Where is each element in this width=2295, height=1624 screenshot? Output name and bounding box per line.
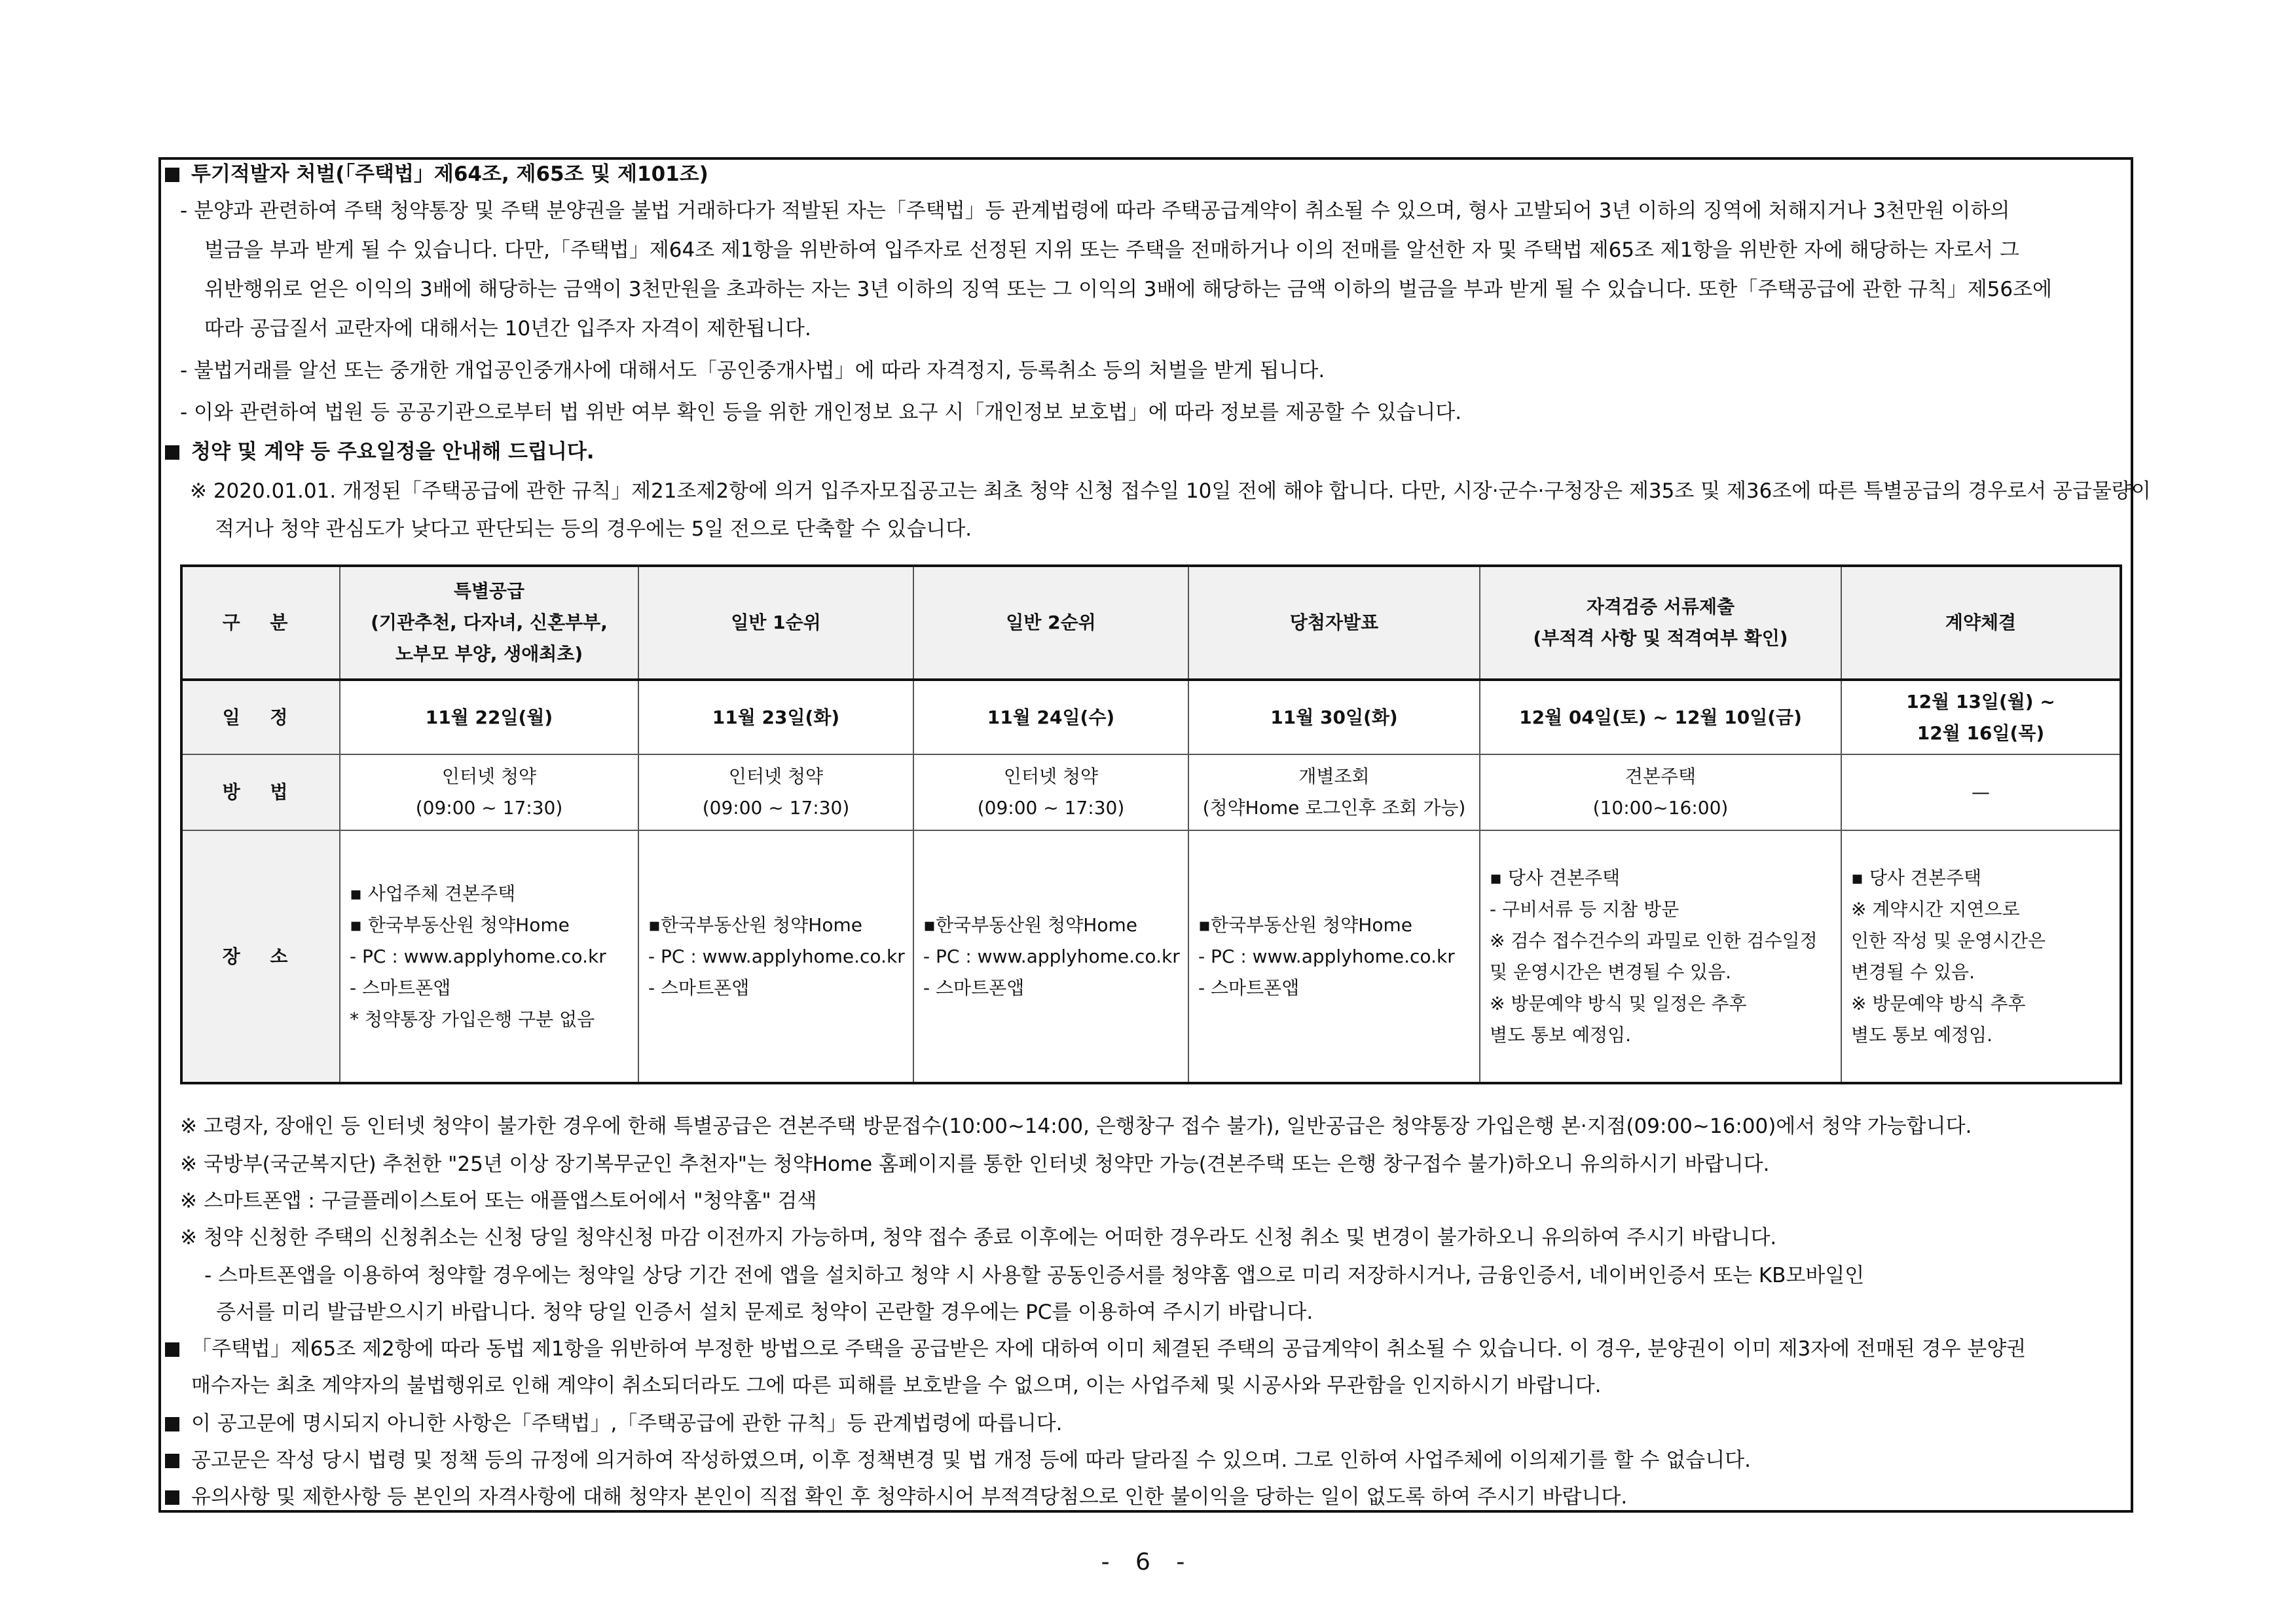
header-special: 특별공급 (기관추천, 다자녀, 신혼부부, 노부모 부양, 생애최초) [340,566,638,680]
speculation-heading: 투기적발자 처벌(「주택법」제64조, 제65조 및 제101조) [165,161,708,187]
bullet-item: 「주택법」제65조 제2항에 따라 동법 제1항을 위반하여 부정한 방법으로 주택을 공급받은 자에 대하여 이미 체결된 주택의 공급계약이 취소될 수 있습니다. 이 경우, 분양권이 이미 제3자에 전매된 경우 분양권 [165,1336,2026,1362]
method-docs: 견본주택 (10:00~16:00) [1480,754,1841,830]
table-row-place [181,830,2121,1083]
square-bullet-icon [165,1454,179,1468]
date-docs: 12월 04일(토) ~ 12월 10일(금) [1480,680,1841,754]
header-docs: 자격검증 서류제출 (부적격 사항 및 적격여부 확인) [1480,566,1841,680]
method-contract: — [1841,754,2121,830]
bullet-item: 유의사항 및 제한사항 등 본인의 자격사항에 대해 청약자 본인이 직접 확인 후 청약하시어 부적격당첨으로 인한 불이익을 당하는 일이 없도록 하여 주시기 바랍니다. [165,1484,1627,1510]
place-winner: ▪한국부동산원 청약Home - PC : www.applyhome.co.kr - 스마트폰앱 [1188,830,1480,1083]
schedule-heading: 청약 및 계약 등 주요일정을 안내해 드립니다. [165,439,595,465]
header-second: 일반 2순위 [913,566,1188,680]
speculation-line: - 불법거래를 알선 또는 중개한 개업공인중개사에 대해서도「공인중개사법」에 따라 자격정지, 등록취소 등의 처벌을 받게 됩니다. [180,359,1325,382]
table-header-row [181,566,2121,680]
method-second: 인터넷 청약 (09:00 ~ 17:30) [913,754,1188,830]
square-bullet-icon [165,445,179,460]
place-first: ▪한국부동산원 청약Home - PC : www.applyhome.co.kr - 스마트폰앱 [638,830,913,1083]
square-bullet-icon [165,1417,179,1431]
header-contract: 계약체결 [1841,566,2121,680]
date-first: 11월 23일(화) [638,680,913,754]
place-contract: ▪ 당사 견본주택 ※ 계약시간 지연으로 인한 작성 및 운영시간은 변경될 수 있음. ※ 방문예약 방식 추후 별도 통보 예정임. [1841,830,2121,1083]
after-note: ※ 고령자, 장애인 등 인터넷 청약이 불가한 경우에 한해 특별공급은 견본주택 방문접수(10:00~14:00, 은행창구 접수 불가), 일반공급은 청약통장 가입은행 본·지점(09:00~16:00)에서 청약 가능합니다. [180,1115,1972,1138]
method-winner: 개별조회 (청약Home 로그인후 조회 가능) [1188,754,1480,830]
after-note: ※ 국방부(국군복지단) 추천한 "25년 이상 장기복무군인 추천자"는 청약Home 홈페이지를 통한 인터넷 청약만 가능(견본주택 또는 은행 창구접수 불가)하오니 유의하시기 바랍니다. [180,1153,1770,1176]
schedule-note: ※ 2020.01.01. 개정된「주택공급에 관한 규칙」제21조제2항에 의거 입주자모집공고는 최초 청약 신청 접수일 10일 전에 해야 합니다. 다만, 시장·군수·구청장은 제35조 및 제36조에 따른 특별공급의 경우로서 공급물량이 [190,479,2151,503]
after-note: ※ 청약 신청한 주택의 신청취소는 신청 당일 청약신청 마감 이전까지 가능하며, 청약 접수 종료 이후에는 어떠한 경우라도 신청 취소 및 변경이 불가하오니 유의하여 주시기 바랍니다. [180,1226,1777,1249]
date-contract: 12월 13일(월) ~ 12월 16일(목) [1841,680,2121,754]
bullet-item: 이 공고문에 명시되지 아니한 사항은「주택법」,「주택공급에 관한 규칙」등 관계법령에 따릅니다. [165,1411,1063,1437]
schedule-table [180,564,2122,1084]
date-special: 11월 22일(월) [340,680,638,754]
after-note: ※ 스마트폰앱 : 구글플레이스토어 또는 애플앱스토어에서 "청약홈" 검색 [180,1189,817,1213]
place-docs: ▪ 당사 견본주택 - 구비서류 등 지참 방문 ※ 검수 접수건수의 과밀로 인한 검수일정 및 운영시간은 변경될 수 있음. ※ 방문예약 방식 및 일정은 추후 별도 통보 예정임. [1480,830,1841,1083]
date-second: 11월 24일(수) [913,680,1188,754]
row-label-method: 방 법 [181,754,340,830]
square-bullet-icon [165,1342,179,1357]
schedule-note: 적거나 청약 관심도가 낮다고 판단되는 등의 경우에는 5일 전으로 단축할 수 있습니다. [215,517,972,541]
method-first: 인터넷 청약 (09:00 ~ 17:30) [638,754,913,830]
row-label-place: 장 소 [181,830,340,1083]
header-first: 일반 1순위 [638,566,913,680]
date-winner: 11월 30일(화) [1188,680,1480,754]
method-special: 인터넷 청약 (09:00 ~ 17:30) [340,754,638,830]
square-bullet-icon [165,1490,179,1505]
speculation-line: 따라 공급질서 교란자에 대해서는 10년간 입주자 자격이 제한됩니다. [204,317,811,341]
speculation-line: - 이와 관련하여 법원 등 공공기관으로부터 법 위반 여부 확인 등을 위한 개인정보 요구 시「개인정보 보호법」에 따라 정보를 제공할 수 있습니다. [180,401,1462,424]
page-number: - 6 - [1101,1549,1194,1576]
table-row-method [181,754,2121,830]
square-bullet-icon [165,168,179,182]
after-note: - 스마트폰앱을 이용하여 청약할 경우에는 청약일 상당 기간 전에 앱을 설치하고 청약 시 사용할 공동인증서를 청약홈 앱으로 미리 저장하시거나, 금융인증서, 네이버인증서 또는 KB모바일인 [204,1264,1865,1287]
row-label-date: 일 정 [181,680,340,754]
header-winner: 당첨자발표 [1188,566,1480,680]
speculation-line: 벌금을 부과 받게 될 수 있습니다. 다만,「주택법」제64조 제1항을 위반하여 입주자로 선정된 지위 또는 주택을 전매하거나 이의 전매를 알선한 자 및 주택법 제65조 제1항을 위반한 자에 해당하는 자로서 그 [204,238,2019,262]
speculation-line: - 분양과 관련하여 주택 청약통장 및 주택 분양권을 불법 거래하다가 적발된 자는「주택법」등 관계법령에 따라 주택공급계약이 취소될 수 있으며, 형사 고발되어 3년 이하의 징역에 처해지거나 3천만원 이하의 [180,199,2010,223]
after-note: 증서를 미리 발급받으시기 바랍니다. 청약 당일 인증서 설치 문제로 청약이 곤란할 경우에는 PC를 이용하여 주시기 바랍니다. [216,1301,1313,1324]
bullet-item: 공고문은 작성 당시 법령 및 정책 등의 규정에 의거하여 작성하였으며, 이후 정책변경 및 법 개정 등에 따라 달라질 수 있으며. 그로 인하여 사업주체에 이의제기를 할 수 없습니다. [165,1447,1751,1473]
place-second: ▪한국부동산원 청약Home - PC : www.applyhome.co.kr - 스마트폰앱 [913,830,1188,1083]
speculation-line: 위반행위로 얻은 이익의 3배에 해당하는 금액이 3천만원을 초과하는 자는 3년 이하의 징역 또는 그 이익의 3배에 해당하는 금액 이하의 벌금을 부과 받게 될 수 있습니다. 또한「주택공급에 관한 규칙」제56조에 [204,278,2052,301]
table-row-date [181,680,2121,754]
place-special: ▪ 사업주체 견본주택 ▪ 한국부동산원 청약Home - PC : www.applyhome.co.kr - 스마트폰앱 * 청약통장 가입은행 구분 없음 [340,830,638,1083]
bullet-item-cont: 매수자는 최초 계약자의 불법행위로 인해 계약이 취소되더라도 그에 따른 피해를 보호받을 수 없으며, 이는 사업주체 및 시공사와 무관함을 인지하시기 바랍니다. [191,1374,1602,1397]
header-gubun: 구 분 [181,566,340,680]
